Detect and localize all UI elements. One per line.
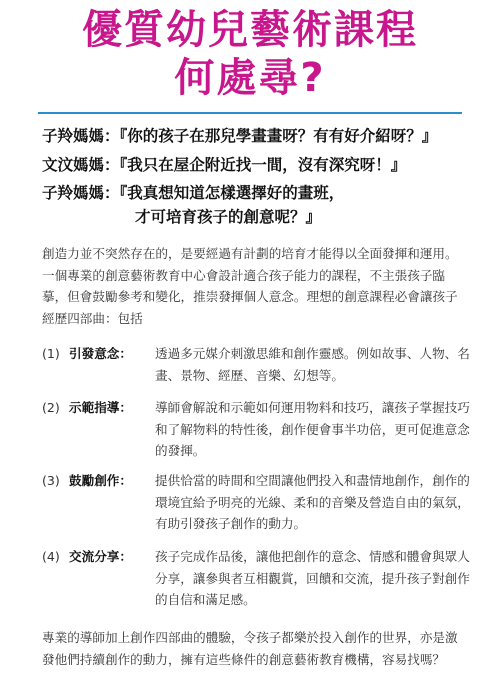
dialog-line-4: 才可培育孩子的創意呢？』 (135, 207, 322, 226)
headline-line-2: 何處尋? (174, 55, 326, 101)
step-number: (1) (42, 346, 60, 361)
step-body: 孩子完成作品後，讓他把創作的意念、情感和體會與眾人分享，讓參與者互相觀賞，回饋和交流，提升孩子對創作的自信和滿足感。 (155, 549, 470, 607)
step-body: 提供恰當的時間和空間讓他們投入和盡情地創作，創作的環境宜給予明亮的光線、柔和的音樂及營造自由的氣氛，有助引發孩子創作的動力。 (155, 473, 470, 531)
step-body: 導師會解說和示範如何運用物料和技巧，讓孩子掌握技巧和了解物料的特性後，創作便會事半功倍，更可促進意念的發揮。 (155, 400, 470, 458)
divider (38, 112, 462, 114)
step-number: (3) (42, 473, 60, 488)
headline-line-1: 優質幼兒藝術課程 (82, 7, 418, 53)
closing-paragraph: 專業的導師加上創作四部曲的體驗，令孩子都樂於投入創作的世界，亦是激發他們持續創作的動力，擁有這些條件的創意藝術教育機構，容易找嗎？ (42, 630, 458, 667)
step-title: 引發意念： (69, 346, 132, 361)
step-number: (4) (42, 549, 60, 564)
step-title: 示範指導： (69, 400, 132, 415)
step-title: 鼓勵創作： (69, 473, 132, 488)
intro-paragraph: 創造力並不突然存在的，是要經過有計劃的培育才能得以全面發揮和運用。一個專業的創意藝術教育中心會設計適合孩子能力的課程，不主張孩子臨摹，但會鼓勵參考和變化，推崇發揮個人意念。理想的創意課程必會讓孩子經歷四部曲：包括 (42, 246, 458, 326)
step-title: 交流分享： (69, 549, 132, 564)
step-number: (2) (42, 400, 60, 415)
dialog-line-2: 文汶媽媽：『我只在屋企附近找一間，沒有深究呀！』 (42, 155, 407, 174)
dialog-line-3: 子羚媽媽：『我真想知道怎樣選擇好的畫班， (42, 183, 345, 202)
step-body: 透過多元媒介刺激思維和創作靈感。例如故事、人物、名畫、景物、經歷、音樂、幻想等。 (155, 346, 470, 383)
dialog-line-1: 子羚媽媽：『你的孩子在那兒學畫畫呀？有有好介紹呀？』 (42, 126, 438, 145)
